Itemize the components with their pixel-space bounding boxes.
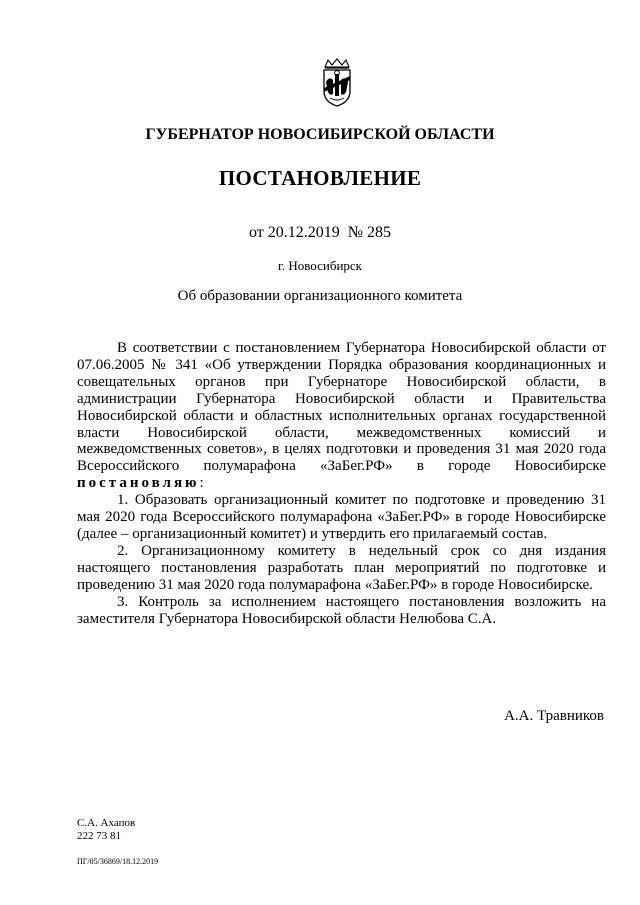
city: г. Новосибирск <box>277 258 362 273</box>
decree-word: постановляю <box>77 475 200 492</box>
item-3: 3. Контроль за исполнением настоящего постановления возложить на заместителя Губернатора Новосибирской области Нелюбова С.А. <box>77 593 606 627</box>
novosibirsk-coat-of-arms-icon <box>316 58 358 108</box>
preamble-text: В соответствии с постановлением Губернатора Новосибирской области от 07.06.2005 № 341 «Об утверждении Порядка образования координационных и совещательных органов при Губернаторе Новосибирской области, в администрации Губернатора Новосибирской области и Правительства Новосибирской области и областных исполнительных органах государственной власти Новосибирской области, межведомственных комиссий и межведомственных советов», в целях подготовки и проведения 31 мая 2020 года Всероссийского полумарафона «ЗаБег.РФ» в городе Новосибирске <box>77 340 606 475</box>
document-type: ПОСТАНОВЛЕНИЕ <box>218 166 422 190</box>
executor-phone: 222 73 81 <box>77 830 121 842</box>
document-code: ПГ/05/36869/18.12.2019 <box>77 857 159 866</box>
document-body <box>77 340 606 627</box>
date-and-number: от 20.12.2019 № 285 <box>248 224 392 241</box>
item-1: 1. Образовать организационный комитет по подготовке и проведению 31 мая 2020 года Всероссийского полумарафона «ЗаБег.РФ» в городе Новосибирске (далее – организационный комитет) и утвердить его прилагаемый состав. <box>77 492 606 542</box>
issuing-authority: ГУБЕРНАТОР НОВОСИБИРСКОЙ ОБЛАСТИ <box>145 126 495 143</box>
item-2: 2. Организационному комитету в недельный срок со дня издания настоящего постановления разработать план мероприятий по подготовке и проведению 31 мая 2020 года полумарафона «ЗаБег.РФ» в городе Новосибирске. <box>77 542 606 593</box>
document-subject: Об образовании организационного комитета <box>177 288 463 304</box>
decree-colon: : <box>199 475 204 492</box>
signatory-name: А.А. Травников <box>504 708 604 724</box>
preamble-paragraph <box>77 340 606 492</box>
executor-name: С.А. Ахапов <box>77 817 136 829</box>
